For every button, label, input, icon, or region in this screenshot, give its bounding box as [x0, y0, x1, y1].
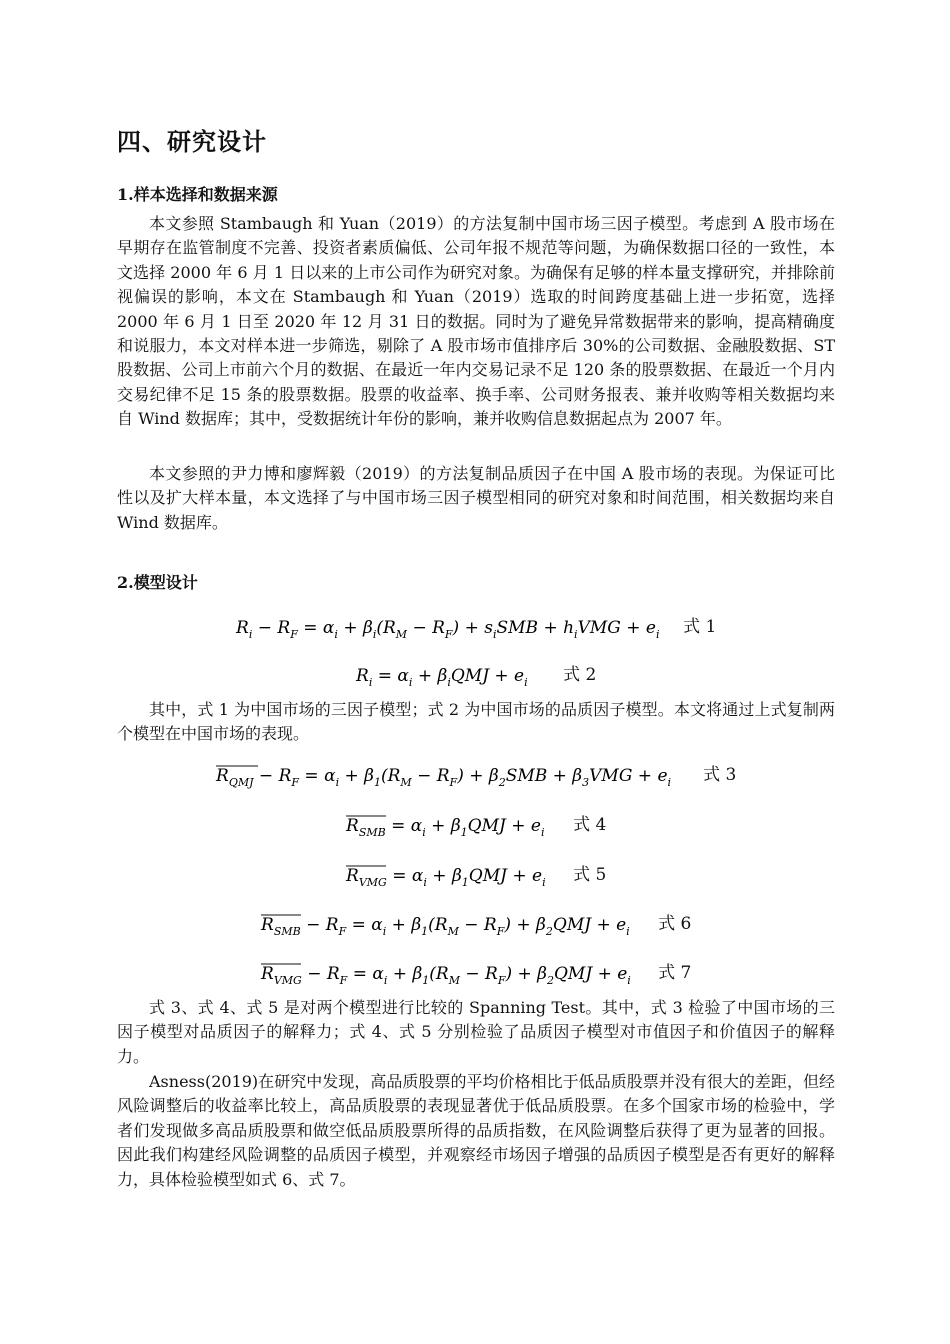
equation-2-label: 式 2 [563, 665, 597, 685]
equation-4-formula [346, 811, 546, 841]
equation-5-formula [346, 861, 546, 891]
equation-3-formula [216, 761, 676, 791]
equation-7 [117, 958, 835, 988]
paragraph-model-explanation: 其中，式 1 为中国市场的三因子模型；式 2 为中国市场的品质因子模型。本文将通过上式复制两个模型在中国市场的表现。 [117, 700, 835, 744]
equation-3 [117, 760, 835, 790]
equation-2 [117, 660, 835, 690]
equation-5 [117, 860, 835, 890]
subsection-title-model: 2.模型设计 [117, 573, 198, 592]
equation-2-formula [356, 661, 536, 691]
svg-text:Ri − RF = αi + βi(RM − RF) + s: $R_i - R_F = \alpha_i + \beta_i(R_M - R_F) + s_iSMB + h_iVMG + e_i$ [235, 617, 660, 641]
svg-text:Ri = αi + βiQMJ + ei: $R_i = \alpha_i + \beta_iQMJ + e_i$ [355, 665, 528, 689]
svg-text:RSMB − RF = αi + β1(RM − RF) +: $R_{SMB} - R_F = \alpha_i + \beta_1(R_M - R_F) + \beta_2QMJ + e_i$ [260, 914, 630, 938]
equation-1-label: 式 1 [683, 617, 717, 637]
paragraph-asness: Asness(2019)在研究中发现，高品质股票的平均价格相比于低品质股票并没有很大的差距，但经风险调整后的收益率比较上，高品质股票的表现显著优于低品质股票。在多个国家市场的检验中，学者们发现做多高品质股票和做空低品质股票所得的品质指数，在风险调整后获得了更为显著的回报。因此我们构建经风险调整的品质因子模型，并观察经市场因子增强的品质因子模型是否有更好的解释力，具体检验模型如式 6、式 7。 [117, 1072, 835, 1189]
paragraph-quality-factor-data: 本文参照的尹力博和廖辉毅（2019）的方法复制品质因子在中国 A 股市场的表现。为保证可比性以及扩大样本量，本文选择了与中国市场三因子模型相同的研究对象和时间范围，相关数据均来自 Wind 数据库。 [117, 464, 835, 532]
svg-text:RVMG = αi + β1QMJ + ei: $R_{VMG} = \alpha_i + \beta_1QMJ + e_i$ [345, 865, 546, 889]
equation-4 [117, 810, 835, 840]
svg-text:RSMB = αi + β1QMJ + ei: $R_{SMB} = \alpha_i + \beta_1QMJ + e_i$ [345, 815, 545, 839]
paragraph-sample-selection: 本文参照 Stambaugh 和 Yuan（2019）的方法复制中国市场三因子模型。考虑到 A 股市场在早期存在监管制度不完善、投资者素质偏低、公司年报不规范等问题，为确保数据口径的一致性，本文选择 2000 年 6 月 1 日以来的上市公司作为研究对象。为确保有足够的样本量支撑研究，并排除前视偏误的影响，本文在 Stambaugh 和 Yuan（2019）选取的时间跨度基础上进一步拓宽，选择 2000 年 6 月 1 日至 2020 年 12 月 31 日的数据。同时为了避免异常数据带来的影响，提高精确度和说服力，本文对样本进一步筛选，剔除了 A 股市场市值排序后 30%的公司数据、金融股数据、ST 股数据、公司上市前六个月的数据、在最近一年内交易记录不足 120 条的股票数据、在最近一个月内交易纪律不足 15 条的股票数据。股票的收益率、换手率、公司财务报表、兼并收购等相关数据均来自 Wind 数据库；其中，受数据统计年份的影响，兼并收购信息数据起点为 2007 年。 [117, 214, 835, 429]
svg-text:RQMJ − RF = αi + β1(RM − RF) +: $R_{QMJ} - R_F = \alpha_i + \beta_1(R_M - R_F) + \beta_2SMB + \beta_3VMG + e_i$ [215, 765, 671, 789]
svg-text:RVMG − RF = αi + β1(RM − RF) +: $R_{VMG} - R_F = \alpha_i + \beta_1(R_M - R_F) + \beta_2QMJ + e_i$ [260, 963, 631, 987]
equation-6-label: 式 6 [658, 914, 692, 934]
equation-4-label: 式 4 [573, 815, 607, 835]
equation-7-formula [261, 959, 631, 989]
equation-1-formula [235, 613, 660, 643]
subsection-title-sample: 1.样本选择和数据来源 [117, 185, 278, 204]
equation-3-label: 式 3 [703, 765, 737, 785]
paragraph-spanning-test: 式 3、式 4、式 5 是对两个模型进行比较的 Spanning Test。其中，式 3 检验了中国市场的三因子模型对品质因子的解释力；式 4、式 5 分别检验了品质因子模型对市值因子和价值因子的解释力。 [117, 998, 835, 1066]
equation-6 [117, 909, 835, 939]
equation-1 [117, 612, 835, 642]
equation-5-label: 式 5 [573, 865, 607, 885]
equation-7-label: 式 7 [658, 963, 692, 983]
section-title: 四、研究设计 [117, 127, 267, 156]
equation-6-formula [261, 910, 631, 940]
